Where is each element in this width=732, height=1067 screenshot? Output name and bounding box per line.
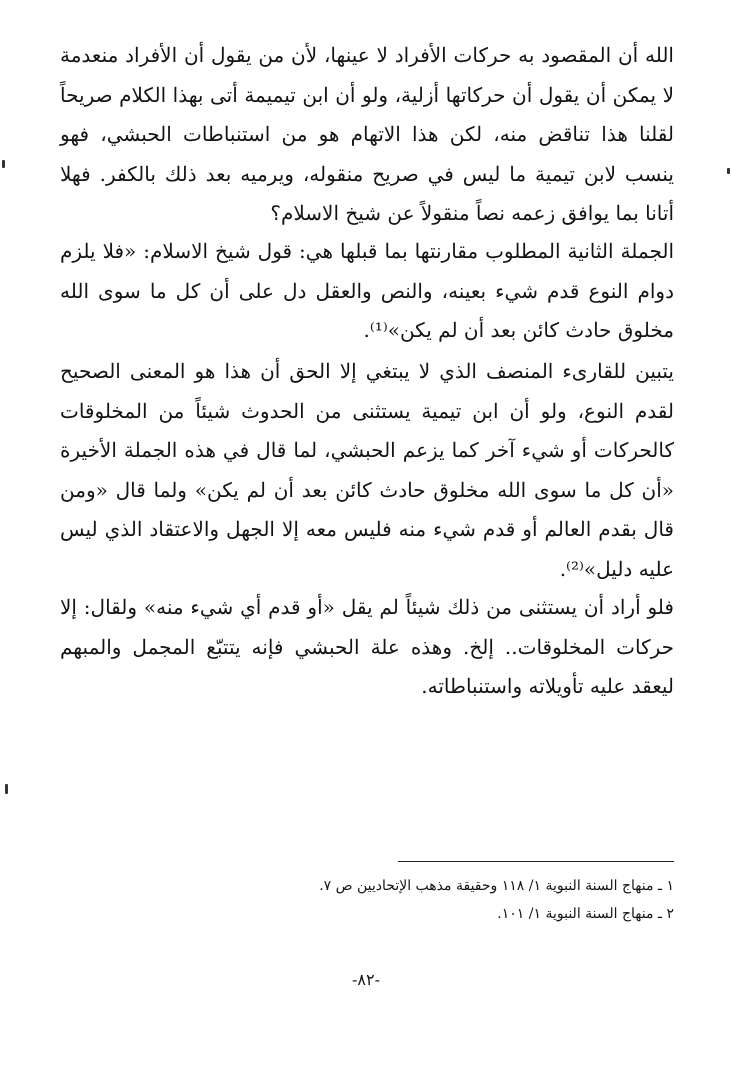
footnotes (60, 872, 674, 928)
body-paragraph-3: يتبين للقارىء المنصف الذي لا يبتغي إلا الحق أن هذا هو المعنى الصحيح لقدم النوع، ولو أن ابن تيمية يستثنى من الحدوث شيئاً من المخلوقات كالحركات أو شيء آخر كما يزعم الحبشي، لما قال في هذه الجملة الأخيرة «أن كل ما سوى الله مخلوق حادث كائن بعد أن لم يكن» ولما قال «ومن قال بقدم العالم أو قدم شيء منه فليس معه إلا الجهل والاعتقاد الذي ليس عليه دليل»⁽²⁾. (60, 359, 674, 581)
footnote-1: ١ ـ منهاج السنة النبوية ١/ ١١٨ وحقيقة مذهب الإتحاديين ص ٧. (319, 878, 674, 894)
body-paragraph-1: الله أن المقصود به حركات الأفراد لا عينها، لأن من يقول أن الأفراد منعدمة لا يمكن أن يقول أن حركاتها أزلية، ولو أن ابن تيميمة أتى بهذا الكلام صريحاً لقلنا هذا تناقض منه، لكن هذا الاتهام هو من استنباطات الحبشي، فهو ينسب لابن تيمية ما ليس في صريح منقوله، ويرميه بعد ذلك بالكفر. فهلا أتانا بما يوافق زعمه نصاً منقولاً عن شيخ الاسلام؟ (60, 43, 674, 225)
footnote-divider (398, 861, 674, 862)
body-paragraph-2: الجملة الثانية المطلوب مقارنتها بما قبلها هي: قول شيخ الاسلام: «فلا يلزم دوام النوع قدم شيء بعينه، والنص والعقل دل على أن كل ما سوى الله مخلوق حادث كائن بعد أن لم يكن»⁽¹⁾. (60, 239, 674, 342)
scan-mark-right (727, 168, 730, 174)
scan-mark-left-1 (2, 160, 5, 168)
scan-mark-left-2 (5, 784, 8, 794)
page-number: -٨٢- (352, 970, 380, 989)
body-paragraph-4: فلو أراد أن يستثنى من ذلك شيئاً لم يقل «أو قدم أي شيء منه» ولقال: إلا حركات المخلوقات.. إلخ. وهذه علة الحبشي فإنه يتتبّع المجمل والمبهم ليعقد عليه تأويلاته واستنباطاته. (60, 595, 675, 698)
footnote-2: ٢ ـ منهاج السنة النبوية ١/ ١٠١. (497, 906, 674, 922)
